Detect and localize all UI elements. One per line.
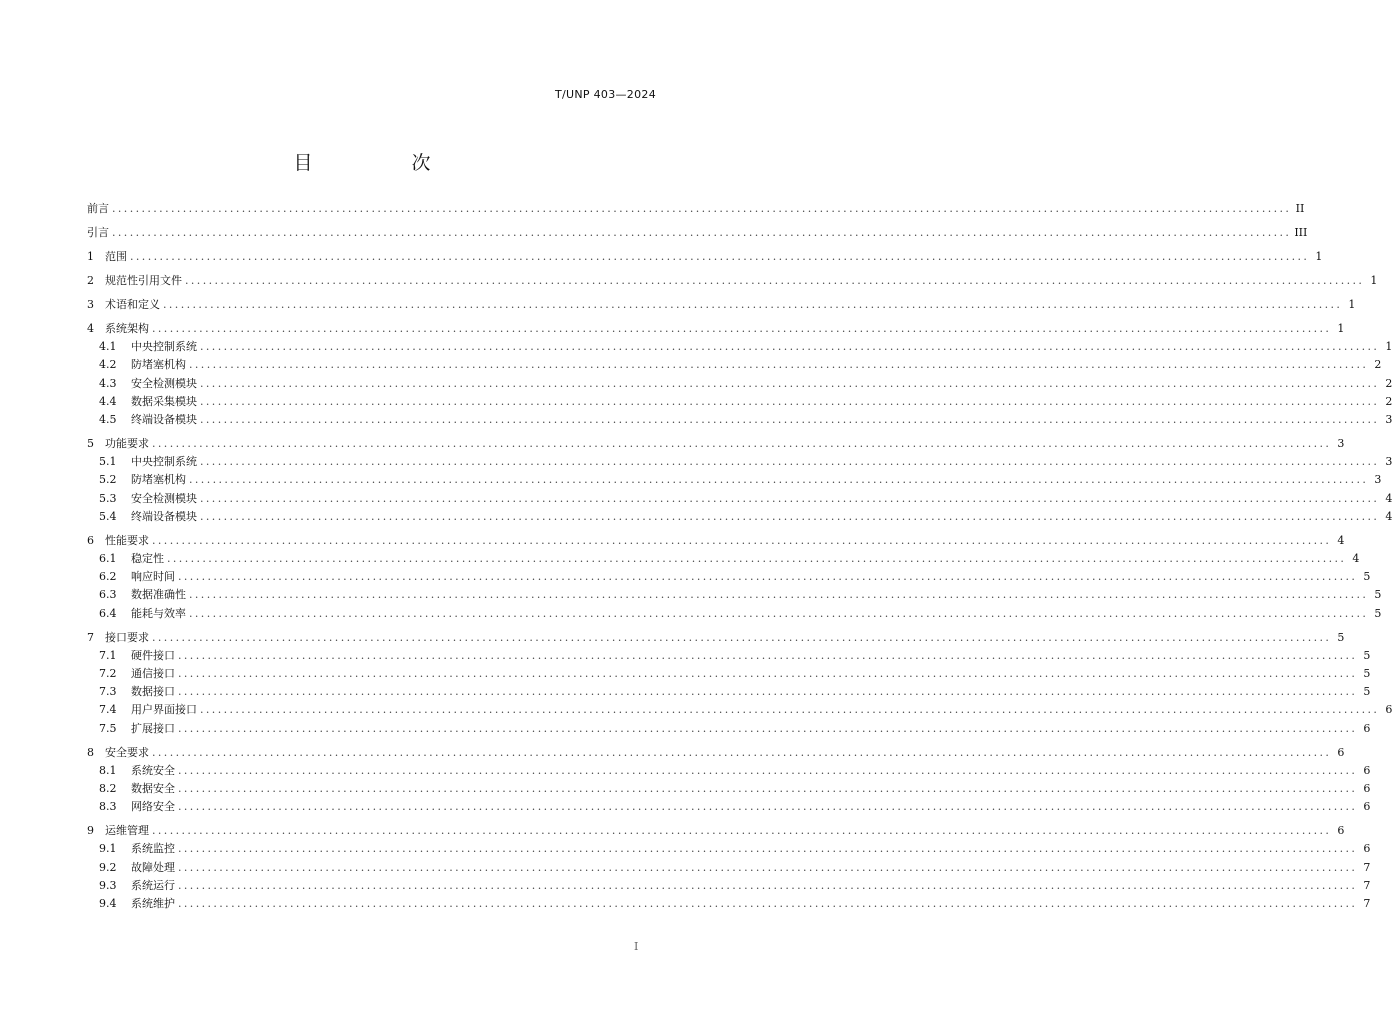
toc-entry-page: 1 — [1385, 340, 1392, 353]
toc-entry-page: 2 — [1374, 358, 1382, 371]
toc-entry-number: 8.1 — [99, 764, 117, 777]
toc-entry-page: 5 — [1363, 570, 1371, 583]
toc-entry-page: 4 — [1337, 534, 1345, 547]
toc-entry-title: 防堵塞机构 — [131, 358, 186, 371]
toc-entry-page: 5 — [1363, 667, 1371, 680]
toc-entry-title: 安全要求 — [105, 746, 149, 759]
toc-entry-page: 7 — [1363, 897, 1371, 910]
toc-entry-number: 7.3 — [99, 685, 117, 698]
toc-entry-title: 引言 — [87, 226, 109, 239]
toc-entry-title: 功能要求 — [105, 437, 149, 450]
toc-leader-dots: ........................................................................................................................................................................................................ — [178, 570, 1358, 583]
toc-leader-dots: ........................................................................................................................................................................................................ — [200, 377, 1380, 390]
toc-leader-dots: ........................................................................................................................................................................................................ — [189, 473, 1369, 486]
toc-entry-title: 数据安全 — [131, 782, 175, 795]
toc-entry-title: 规范性引用文件 — [105, 274, 182, 287]
toc-entry-page: 3 — [1385, 413, 1392, 426]
toc-entry-title: 硬件接口 — [131, 649, 175, 662]
document-code: T/UNP 403—2024 — [554, 88, 656, 101]
toc-entry-number: 4.2 — [99, 358, 117, 371]
toc-entry-title: 数据采集模块 — [131, 395, 197, 408]
toc-leader-dots: ........................................................................................................................................................................................................ — [152, 437, 1332, 450]
toc-entry-number: 5.2 — [99, 473, 117, 486]
toc-entry-number: 9.1 — [99, 842, 117, 855]
toc-entry-title: 系统监控 — [131, 842, 175, 855]
toc-entry-title: 故障处理 — [131, 861, 175, 874]
toc-entry-number: 4.4 — [99, 395, 117, 408]
toc-leader-dots: ........................................................................................................................................................................................................ — [178, 800, 1358, 813]
toc-entry-title: 系统运行 — [131, 879, 175, 892]
toc-entry-number: 8.2 — [99, 782, 117, 795]
toc-entry-title: 终端设备模块 — [131, 510, 197, 523]
toc-leader-dots: ........................................................................................................................................................................................................ — [178, 764, 1358, 777]
toc-leader-dots: ........................................................................................................................................................................................................ — [200, 340, 1380, 353]
toc-entry-title: 系统架构 — [105, 322, 149, 335]
toc-entry[interactable] — [99, 412, 1392, 428]
toc-entry-number: 6.2 — [99, 570, 117, 583]
toc-entry-title: 网络安全 — [131, 800, 175, 813]
toc-entry-number: 5 — [87, 437, 94, 450]
toc-entry-page: 1 — [1370, 274, 1378, 287]
toc-entry-number: 4 — [87, 322, 94, 335]
toc-entry-number: 5.1 — [99, 455, 117, 468]
toc-leader-dots: ........................................................................................................................................................................................................ — [200, 703, 1380, 716]
toc-entry-page: 2 — [1385, 395, 1392, 408]
toc-entry-title: 范围 — [105, 250, 127, 263]
toc-entry-page: 1 — [1348, 298, 1356, 311]
toc-entry-number: 9.4 — [99, 897, 117, 910]
toc-entry-number: 4.3 — [99, 377, 117, 390]
toc-entry-title: 术语和定义 — [105, 298, 160, 311]
toc-entry-page: 6 — [1363, 722, 1371, 735]
toc-entry-number: 4.5 — [99, 413, 117, 426]
toc-entry[interactable] — [99, 841, 1371, 857]
toc-entry[interactable] — [99, 454, 1392, 470]
toc-entry[interactable] — [99, 472, 1382, 488]
toc-entry[interactable] — [99, 606, 1382, 622]
toc-entry-title: 稳定性 — [131, 552, 164, 565]
toc-entry-number: 4.1 — [99, 340, 117, 353]
toc-leader-dots: ........................................................................................................................................................................................................ — [200, 455, 1380, 468]
toc-entry-page: 7 — [1363, 861, 1371, 874]
toc-entry-page: 3 — [1385, 455, 1392, 468]
toc-entry-page: II — [1295, 202, 1305, 215]
toc-leader-dots: ........................................................................................................................................................................................................ — [189, 588, 1369, 601]
toc-leader-dots: ........................................................................................................................................................................................................ — [178, 782, 1358, 795]
toc-entry-title: 系统维护 — [131, 897, 175, 910]
toc-leader-dots: ........................................................................................................................................................................................................ — [112, 202, 1292, 215]
toc-leader-dots: ........................................................................................................................................................................................................ — [178, 685, 1358, 698]
toc-entry[interactable] — [99, 357, 1382, 373]
toc-entry-number: 7.1 — [99, 649, 117, 662]
toc-entry-title: 中央控制系统 — [131, 455, 197, 468]
toc-entry-page: III — [1294, 226, 1308, 239]
toc-entry[interactable] — [99, 648, 1371, 664]
toc-entry[interactable] — [99, 878, 1371, 894]
toc-entry[interactable] — [99, 781, 1371, 797]
toc-entry-page: 4 — [1385, 492, 1392, 505]
toc-entry[interactable] — [87, 436, 1345, 452]
toc-leader-dots: ........................................................................................................................................................................................................ — [178, 722, 1358, 735]
toc-leader-dots: ........................................................................................................................................................................................................ — [167, 552, 1347, 565]
toc-entry-number: 7.5 — [99, 722, 117, 735]
toc-leader-dots: ........................................................................................................................................................................................................ — [178, 879, 1358, 892]
toc-entry-title: 系统安全 — [131, 764, 175, 777]
toc-leader-dots: ........................................................................................................................................................................................................ — [200, 395, 1380, 408]
toc-entry[interactable] — [99, 666, 1371, 682]
toc-entry-page: 6 — [1363, 782, 1371, 795]
toc-entry-number: 3 — [87, 298, 94, 311]
toc-entry-number: 7.2 — [99, 667, 117, 680]
toc-entry-page: 5 — [1363, 649, 1371, 662]
toc-entry-page: 5 — [1374, 588, 1382, 601]
toc-entry[interactable] — [99, 763, 1371, 779]
toc-leader-dots: ........................................................................................................................................................................................................ — [185, 274, 1365, 287]
toc-entry-title: 扩展接口 — [131, 722, 175, 735]
toc-entry[interactable] — [99, 702, 1392, 718]
toc-entry-title: 前言 — [87, 202, 109, 215]
toc-entry-number: 9.2 — [99, 861, 117, 874]
toc-entry-number: 6.1 — [99, 552, 117, 565]
toc-entry[interactable] — [99, 376, 1392, 392]
toc-entry-page: 6 — [1337, 746, 1345, 759]
toc-entry-page: 5 — [1374, 607, 1382, 620]
toc-entry-page: 6 — [1363, 764, 1371, 777]
toc-entry-page: 1 — [1315, 250, 1323, 263]
toc-entry-page: 3 — [1374, 473, 1382, 486]
toc-entry-title: 接口要求 — [105, 631, 149, 644]
toc-entry[interactable] — [87, 225, 1308, 241]
toc-title: 目 次 — [293, 152, 471, 174]
toc-entry-title: 运维管理 — [105, 824, 149, 837]
toc-entry[interactable] — [87, 533, 1345, 549]
toc-entry-number: 8.3 — [99, 800, 117, 813]
toc-entry-number: 8 — [87, 746, 94, 759]
toc-entry-page: 1 — [1337, 322, 1345, 335]
toc-leader-dots: ........................................................................................................................................................................................................ — [200, 510, 1380, 523]
toc-leader-dots: ........................................................................................................................................................................................................ — [152, 322, 1332, 335]
toc-entry[interactable] — [87, 249, 1323, 265]
toc-leader-dots: ........................................................................................................................................................................................................ — [200, 492, 1380, 505]
toc-entry[interactable] — [99, 491, 1392, 507]
toc-entry-title: 能耗与效率 — [131, 607, 186, 620]
toc-leader-dots: ........................................................................................................................................................................................................ — [178, 861, 1358, 874]
toc-entry-page: 3 — [1337, 437, 1345, 450]
toc-entry[interactable] — [99, 799, 1371, 815]
table-of-contents — [87, 0, 1392, 1024]
toc-leader-dots: ........................................................................................................................................................................................................ — [178, 897, 1358, 910]
toc-entry[interactable] — [87, 297, 1356, 313]
toc-entry[interactable] — [99, 860, 1371, 876]
toc-leader-dots: ........................................................................................................................................................................................................ — [152, 824, 1332, 837]
toc-entry[interactable] — [99, 721, 1371, 737]
toc-entry[interactable] — [99, 684, 1371, 700]
toc-entry-page: 2 — [1385, 377, 1392, 390]
toc-entry-page: 5 — [1337, 631, 1345, 644]
toc-leader-dots: ........................................................................................................................................................................................................ — [130, 250, 1310, 263]
toc-entry-title: 终端设备模块 — [131, 413, 197, 426]
toc-entry-title: 性能要求 — [105, 534, 149, 547]
toc-entry-number: 7.4 — [99, 703, 117, 716]
toc-entry-title: 防堵塞机构 — [131, 473, 186, 486]
toc-entry-page: 5 — [1363, 685, 1371, 698]
toc-entry[interactable] — [87, 201, 1305, 217]
toc-entry-number: 1 — [87, 250, 94, 263]
toc-entry[interactable] — [87, 321, 1345, 337]
toc-entry-number: 5.4 — [99, 510, 117, 523]
toc-leader-dots: ........................................................................................................................................................................................................ — [189, 358, 1369, 371]
toc-entry[interactable] — [87, 823, 1345, 839]
toc-entry-number: 2 — [87, 274, 94, 287]
toc-leader-dots: ........................................................................................................................................................................................................ — [178, 667, 1358, 680]
toc-entry-page: 4 — [1352, 552, 1360, 565]
toc-entry[interactable] — [87, 273, 1378, 289]
toc-entry-number: 5.3 — [99, 492, 117, 505]
toc-entry-number: 6.3 — [99, 588, 117, 601]
toc-entry[interactable] — [99, 551, 1360, 567]
toc-entry-title: 数据接口 — [131, 685, 175, 698]
toc-entry[interactable] — [99, 339, 1392, 355]
toc-entry-title: 安全检测模块 — [131, 377, 197, 390]
toc-entry-page: 7 — [1363, 879, 1371, 892]
toc-leader-dots: ........................................................................................................................................................................................................ — [178, 649, 1358, 662]
toc-entry[interactable] — [87, 630, 1345, 646]
toc-leader-dots: ........................................................................................................................................................................................................ — [112, 226, 1292, 239]
toc-entry-page: 6 — [1363, 800, 1371, 813]
toc-entry-page: 6 — [1337, 824, 1345, 837]
toc-leader-dots: ........................................................................................................................................................................................................ — [152, 534, 1332, 547]
toc-entry-number: 7 — [87, 631, 94, 644]
toc-leader-dots: ........................................................................................................................................................................................................ — [178, 842, 1358, 855]
toc-leader-dots: ........................................................................................................................................................................................................ — [200, 413, 1380, 426]
toc-entry-number: 9 — [87, 824, 94, 837]
toc-entry[interactable] — [99, 569, 1371, 585]
toc-leader-dots: ........................................................................................................................................................................................................ — [189, 607, 1369, 620]
toc-leader-dots: ........................................................................................................................................................................................................ — [163, 298, 1343, 311]
toc-entry-title: 数据准确性 — [131, 588, 186, 601]
toc-entry-number: 9.3 — [99, 879, 117, 892]
toc-entry-title: 安全检测模块 — [131, 492, 197, 505]
toc-entry[interactable] — [87, 745, 1345, 761]
toc-entry-number: 6.4 — [99, 607, 117, 620]
toc-entry[interactable] — [99, 587, 1382, 603]
toc-leader-dots: ........................................................................................................................................................................................................ — [152, 631, 1332, 644]
toc-entry-number: 6 — [87, 534, 94, 547]
toc-entry-title: 通信接口 — [131, 667, 175, 680]
toc-entry-title: 响应时间 — [131, 570, 175, 583]
toc-entry[interactable] — [99, 896, 1371, 912]
toc-entry[interactable] — [99, 509, 1392, 525]
toc-leader-dots: ........................................................................................................................................................................................................ — [152, 746, 1332, 759]
page-number: I — [634, 940, 639, 953]
toc-entry[interactable] — [99, 394, 1392, 410]
toc-entry-title: 中央控制系统 — [131, 340, 197, 353]
toc-entry-page: 6 — [1363, 842, 1371, 855]
toc-entry-page: 4 — [1385, 510, 1392, 523]
toc-entry-page: 6 — [1385, 703, 1392, 716]
toc-entry-title: 用户界面接口 — [131, 703, 197, 716]
